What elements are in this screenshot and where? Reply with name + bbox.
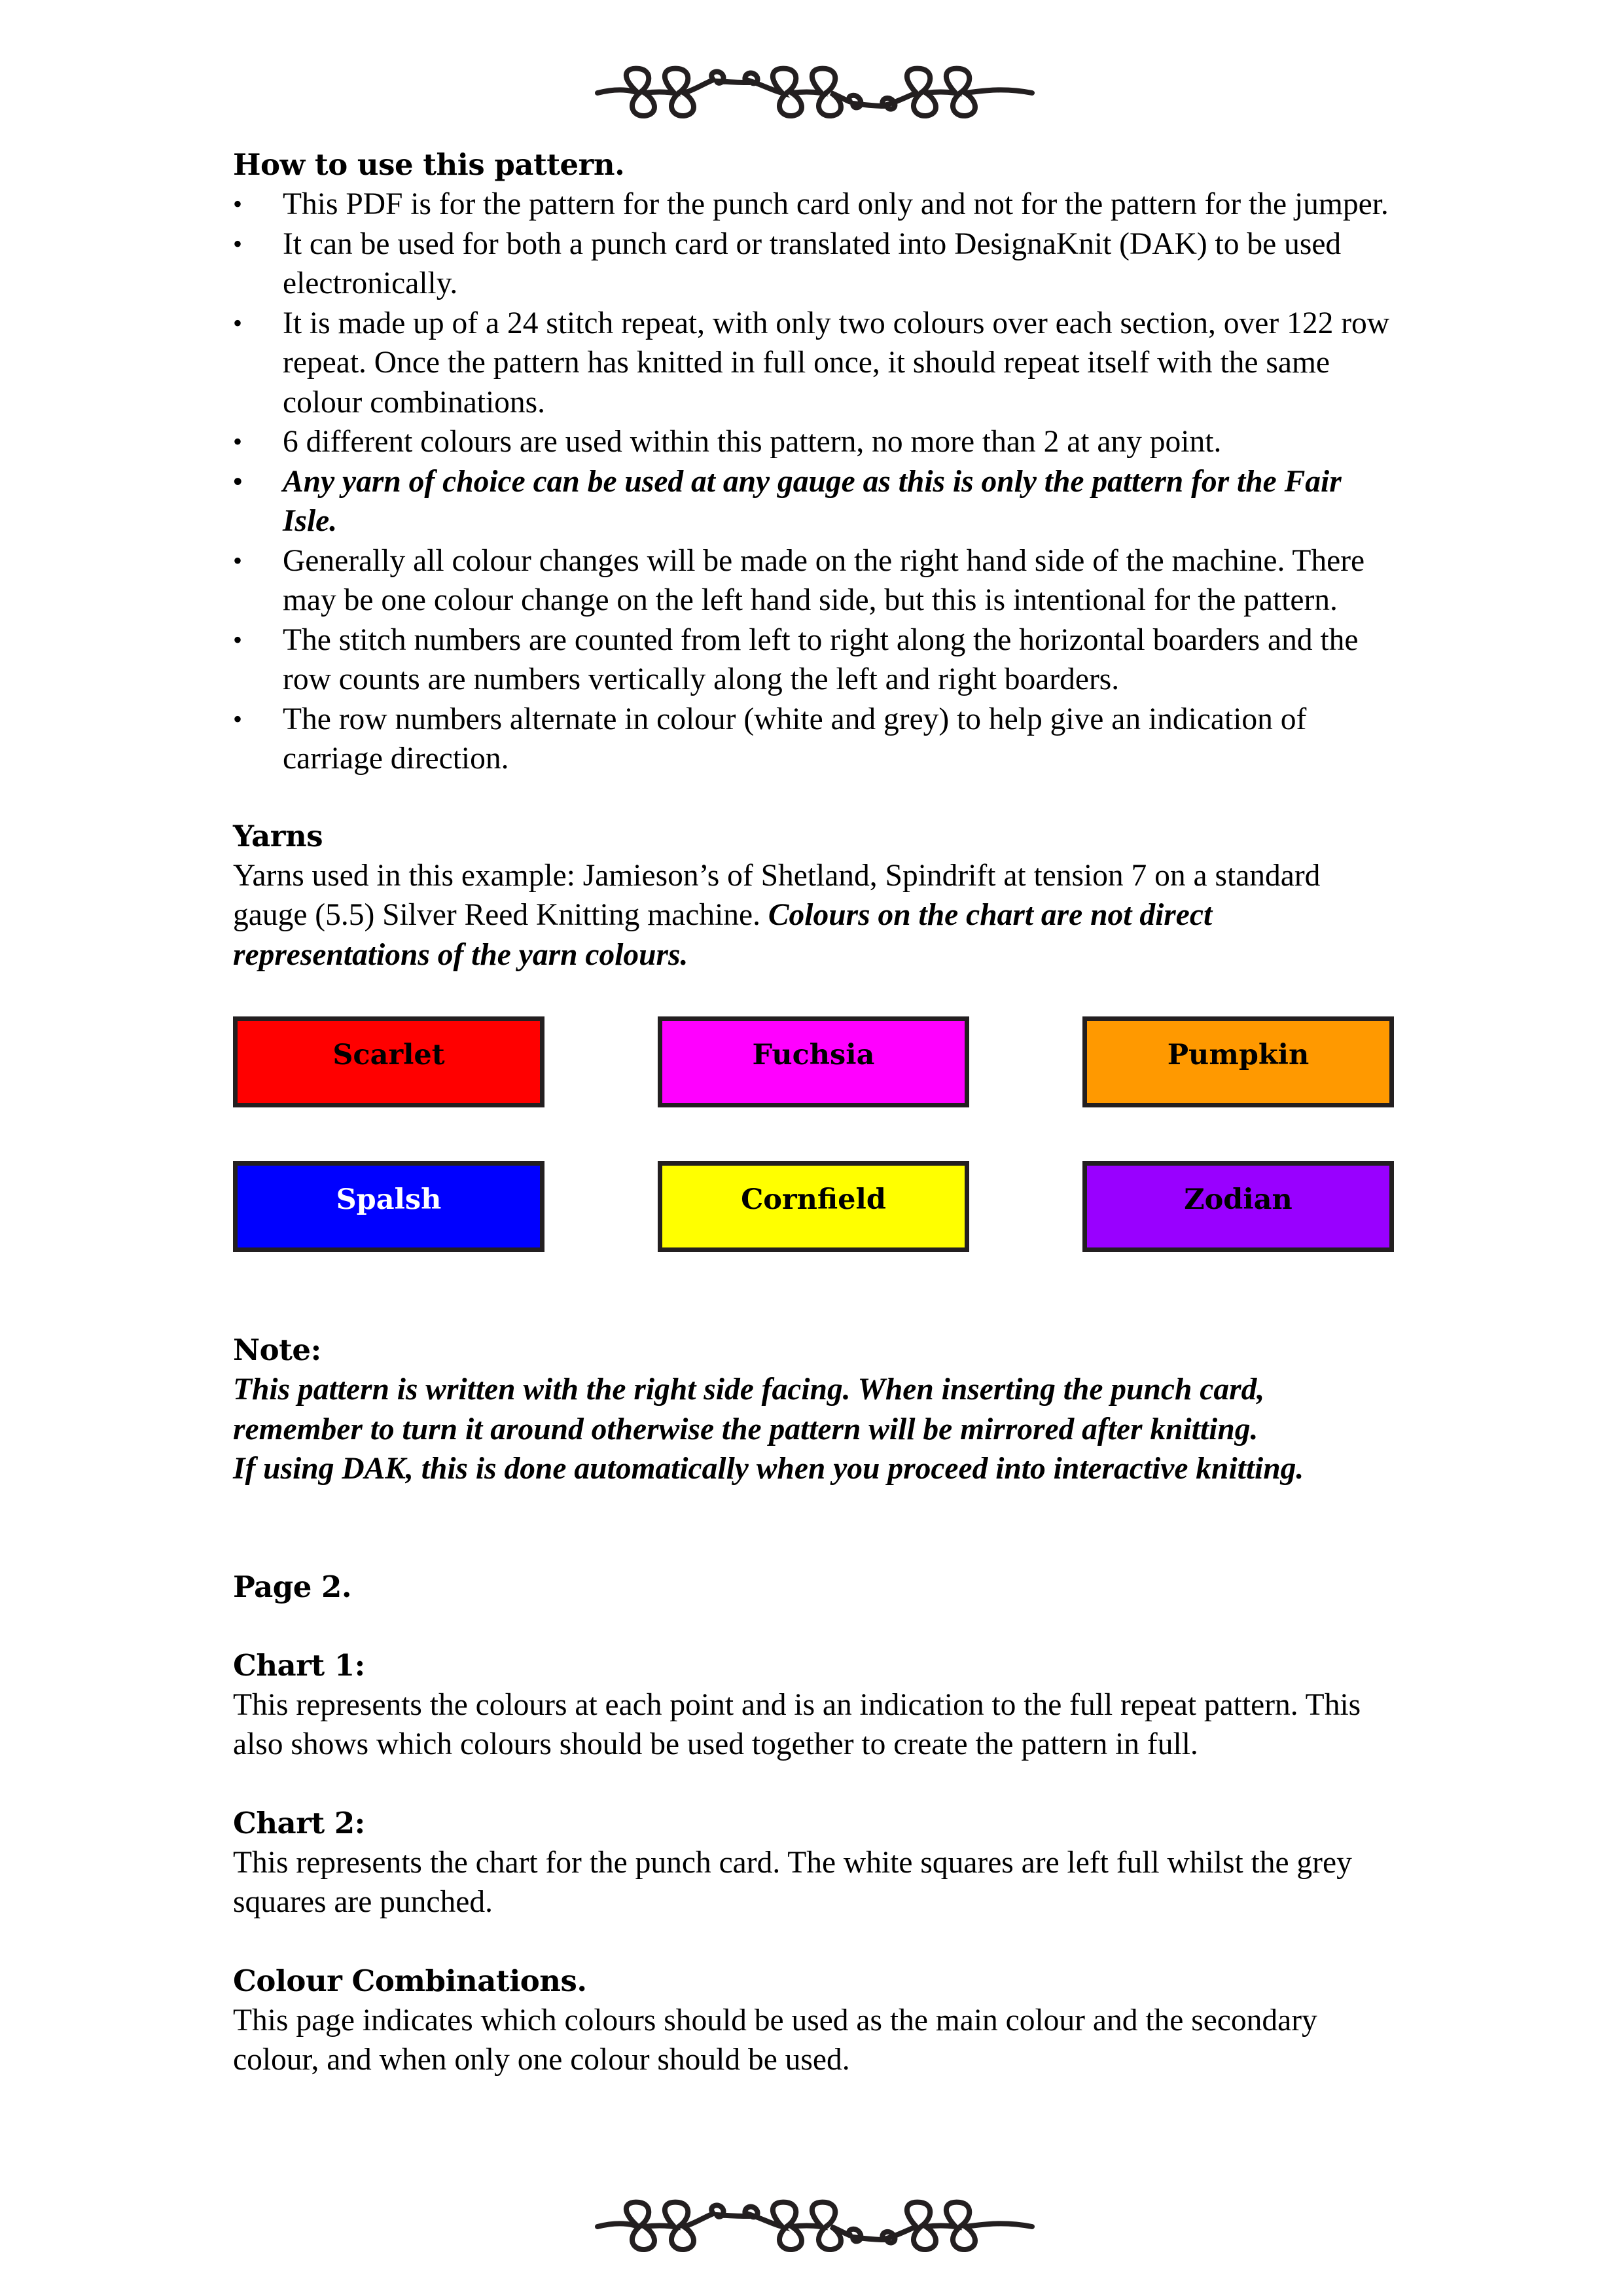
page2-heading: Page 2. <box>233 1569 352 1604</box>
yarns-description: Yarns used in this example: Jamieson’s of Shetland, Spindrift at tension 7 on a standard gauge (5.5) Silver Reed Knitting machine. <box>233 858 1321 932</box>
swatch-cornfield: Cornfield <box>658 1161 969 1252</box>
knitting-loops-icon <box>592 2186 1037 2258</box>
ornament-stroke <box>597 69 1032 116</box>
chart1-heading: Chart 1: <box>233 1647 365 1683</box>
list-item: • 6 different colours are used within this pattern, no more than 2 at any point. <box>233 422 1391 462</box>
yarns-heading: Yarns <box>233 818 323 853</box>
list-item: • This PDF is for the pattern for the punch card only and not for the pattern for the jumper. <box>233 185 1391 224</box>
yarns-emphasis: Colours on the chart are not direct representations of the yarn colours. <box>233 898 1213 972</box>
list-item: • Generally all colour changes will be made on the right hand side of the machine. There may be one colour change on the left hand side, but this is intentional for the pattern. <box>233 541 1391 620</box>
swatch-pumpkin: Pumpkin <box>1082 1016 1394 1107</box>
note-heading: Note: <box>233 1333 321 1367</box>
list-item: • The row numbers alternate in colour (white and grey) to help give an indication of carriage direction. <box>233 700 1391 779</box>
list-item: • The stitch numbers are counted from left to right along the horizontal boarders and the row counts are numbers vertically along the left and right boarders. <box>233 620 1391 700</box>
knitting-loops-icon <box>592 52 1037 124</box>
swatch-fuchsia: Fuchsia <box>658 1016 969 1107</box>
list-item: • It is made up of a 24 stitch repeat, with only two colours over each section, over 122 row repeat. Once the pattern has knitted in full once, it should repeat itself with the same colour combinations. <box>233 304 1391 423</box>
chart1-text: This represents the colours at each point and is an indication to the full repeat pattern. This also shows which colours should be used together to create the pattern in full. <box>233 1687 1361 1761</box>
chart2-heading: Chart 2: <box>233 1805 365 1840</box>
list-item: • Any yarn of choice can be used at any gauge as this is only the pattern for the Fair Isle. <box>233 462 1391 541</box>
colour-combinations-text: This page indicates which colours should be used as the main colour and the secondary colour, and when only one colour should be used. <box>233 2003 1317 2077</box>
swatch-zodian: Zodian <box>1082 1161 1394 1252</box>
chart2-text: This represents the chart for the punch card. The white squares are left full whilst the grey squares are punched. <box>233 1845 1352 1919</box>
yarn-swatch-grid <box>233 1016 1391 1252</box>
note-line-2: If using DAK, this is done automatically when you proceed into interactive knitting. <box>233 1452 1304 1486</box>
yarns-text <box>233 856 1391 975</box>
how-to-heading: How to use this pattern. <box>233 147 625 182</box>
swatch-spalsh: Spalsh <box>233 1161 544 1252</box>
colour-combinations-heading: Colour Combinations. <box>233 1963 587 1998</box>
how-to-list <box>233 185 1391 779</box>
list-item: • It can be used for both a punch card or translated into DesignaKnit (DAK) to be used electronically. <box>233 224 1391 304</box>
ornament-stroke <box>597 2202 1032 2250</box>
note-line-1: This pattern is written with the right side facing. When inserting the punch card, remember to turn it around otherwise the pattern will be mirrored after knitting. <box>233 1372 1265 1446</box>
swatch-scarlet: Scarlet <box>233 1016 544 1107</box>
instructions-content <box>233 145 1391 2080</box>
